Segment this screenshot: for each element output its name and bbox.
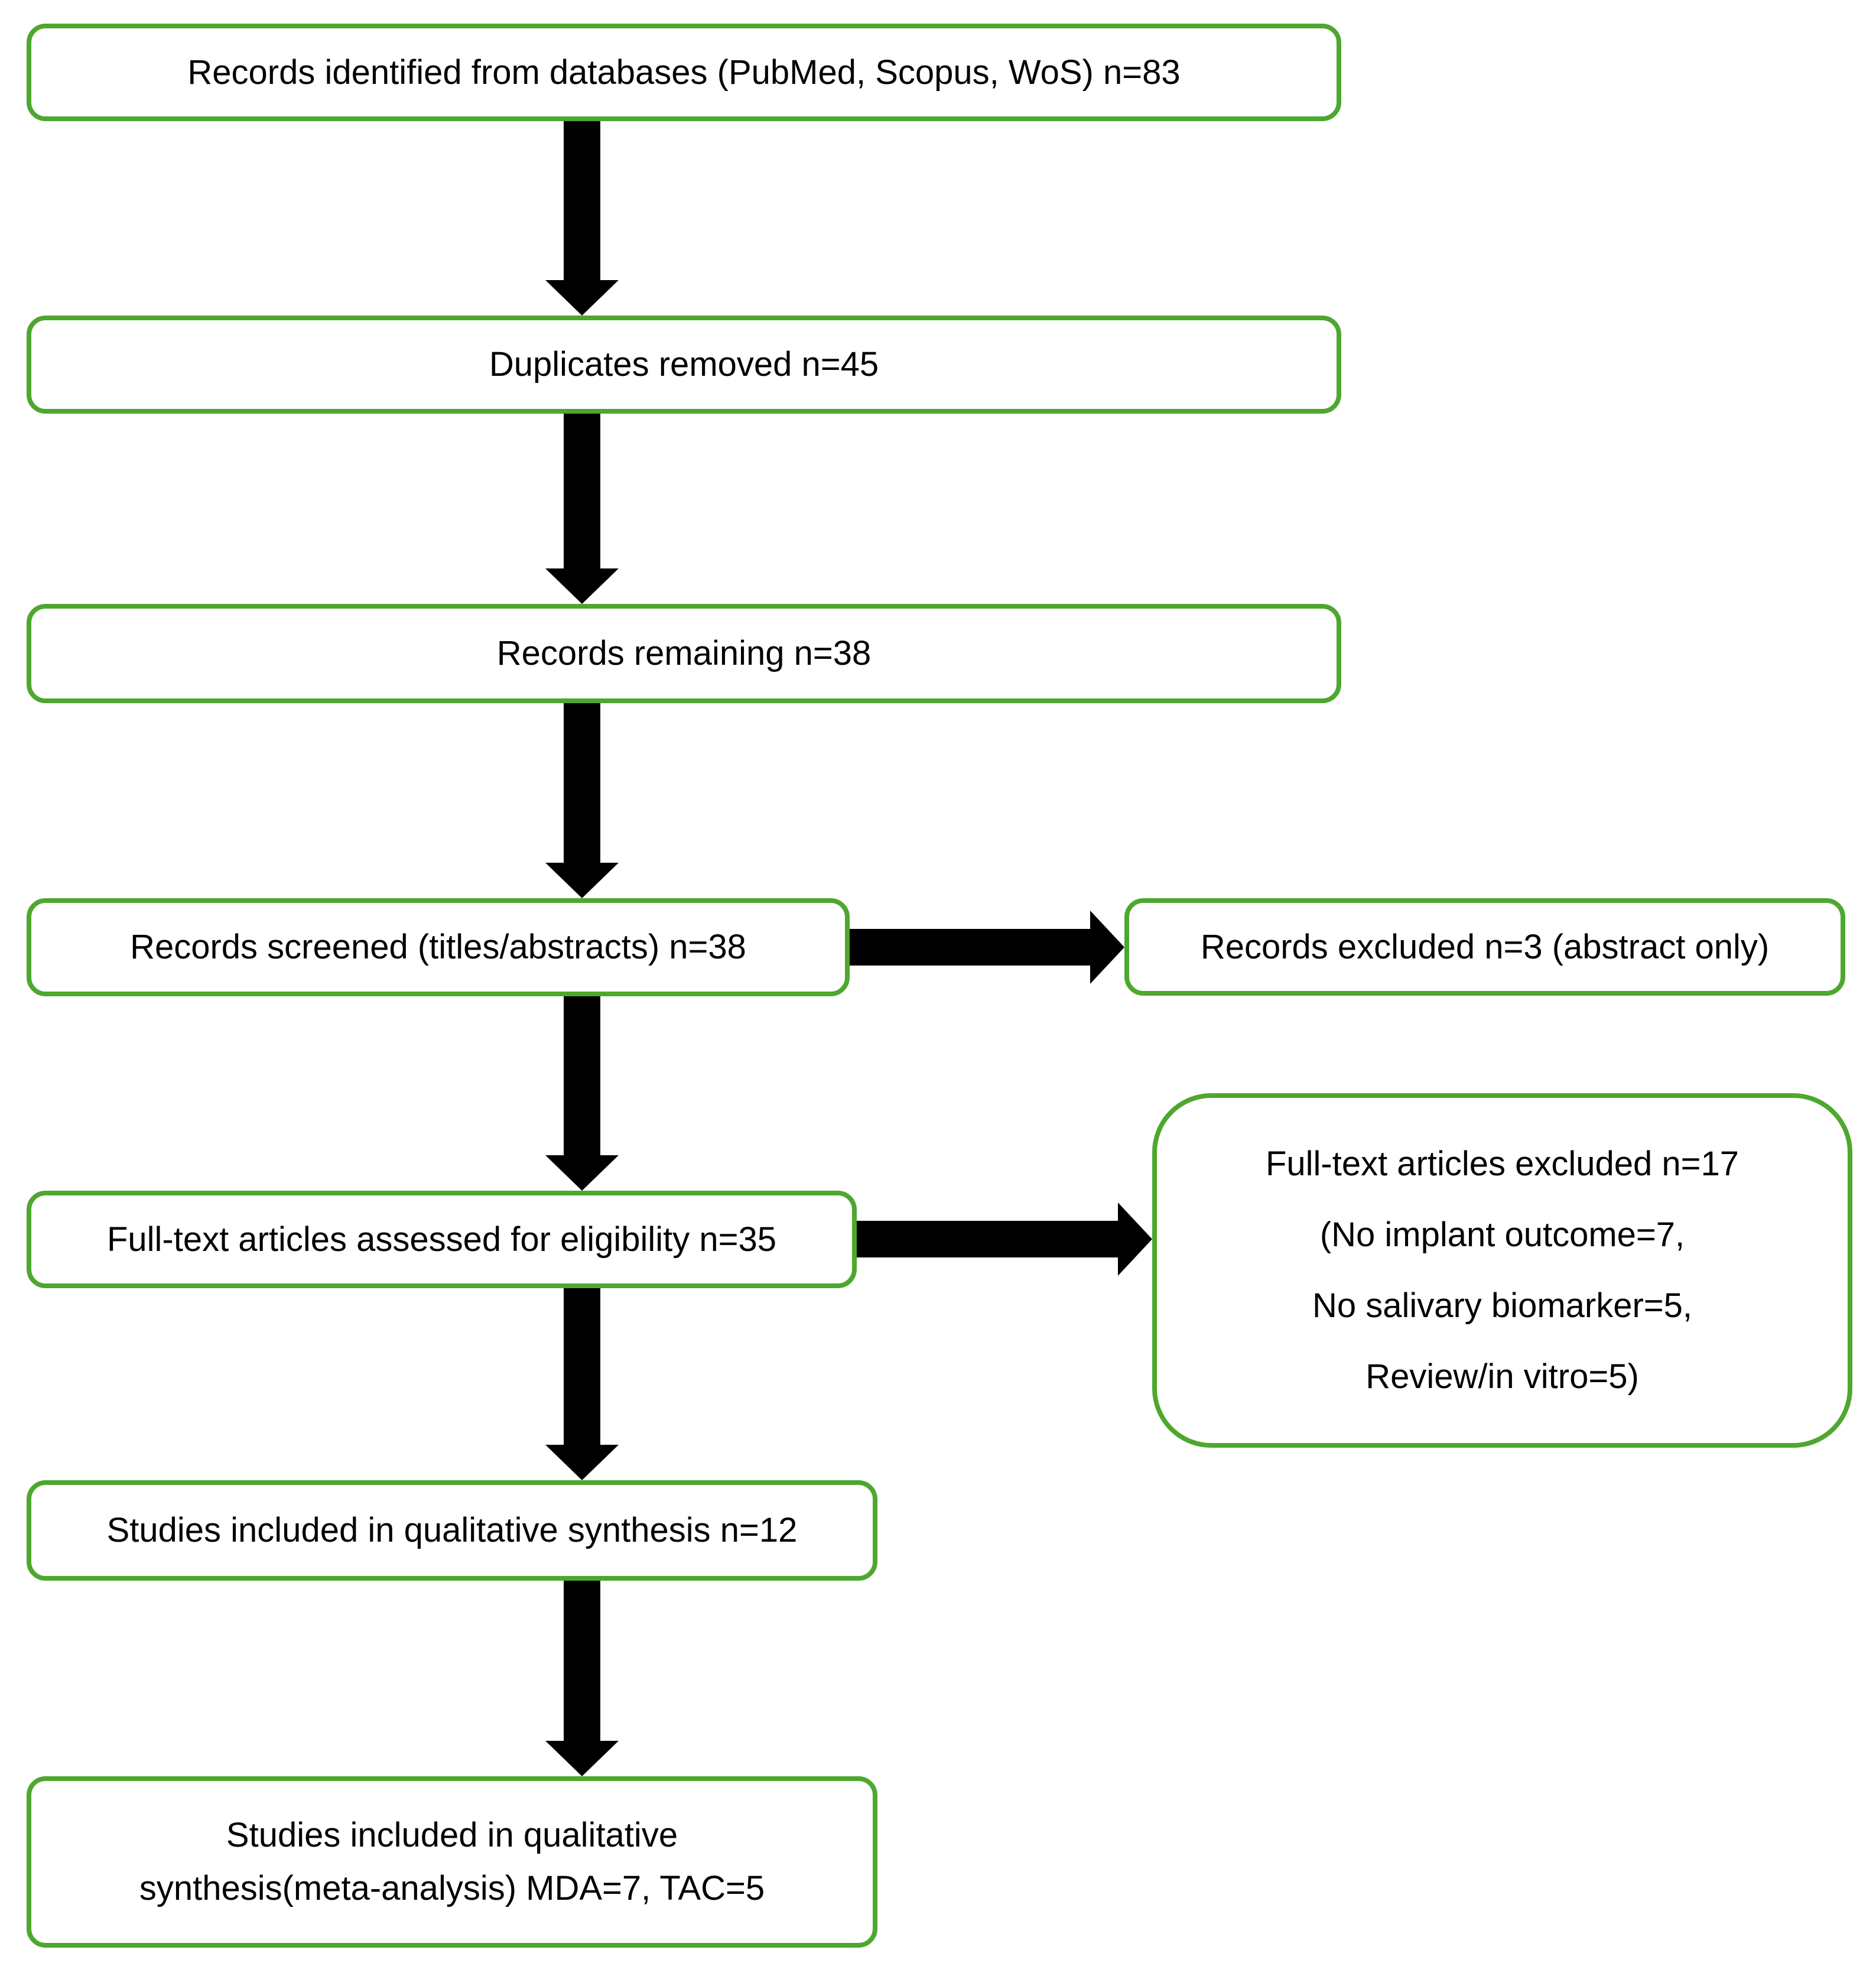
arrow-head-down-icon (545, 1741, 619, 1776)
node-records-screened (27, 898, 850, 996)
right-arrow-1 (850, 911, 1124, 984)
arrow-shaft (564, 703, 600, 864)
arrow-shaft (857, 1221, 1119, 1257)
node-line: Review/in vitro=5) (1365, 1357, 1639, 1396)
down-arrow-1 (545, 121, 619, 316)
node-records-excluded (1124, 898, 1845, 996)
node-label: Duplicates removed n=45 (489, 345, 879, 384)
arrow-shaft (850, 929, 1091, 966)
down-arrow-6 (545, 1581, 619, 1776)
down-arrow-3 (545, 703, 619, 898)
arrow-shaft (564, 414, 600, 570)
node-label: Records remaining n=38 (496, 634, 872, 673)
node-line: Studies included in qualitative (226, 1816, 678, 1855)
node-records-remaining (27, 604, 1341, 703)
node-line: synthesis(meta-analysis) MDA=7, TAC=5 (139, 1869, 765, 1907)
node-label: Records screened (titles/abstracts) n=38 (130, 928, 746, 967)
node-line: (No implant outcome=7, (1319, 1216, 1685, 1254)
right-arrow-2 (857, 1202, 1152, 1276)
arrow-head-down-icon (545, 1155, 619, 1191)
node-fulltext-excluded (1152, 1093, 1852, 1448)
node-label: Studies included in qualitative synthesis n=12 (106, 1511, 798, 1550)
arrow-head-down-icon (545, 568, 619, 604)
arrow-head-down-icon (545, 1445, 619, 1480)
node-records-identified (27, 24, 1341, 121)
node-line: Full-text articles excluded n=17 (1265, 1145, 1740, 1184)
node-label: Records excluded n=3 (abstract only) (1200, 927, 1770, 966)
node-duplicates-removed (27, 316, 1341, 414)
down-arrow-5 (545, 1288, 619, 1480)
node-label: Records identified from databases (PubMed, Scopus, WoS) n=83 (187, 53, 1181, 92)
node-meta-analysis (27, 1776, 877, 1948)
down-arrow-2 (545, 414, 619, 604)
arrow-head-right-icon (1090, 911, 1124, 984)
arrow-head-down-icon (545, 280, 619, 316)
node-label: Full-text articles assessed for eligibility n=35 (106, 1220, 777, 1259)
arrow-shaft (564, 996, 600, 1156)
arrow-shaft (564, 1288, 600, 1446)
arrow-shaft (564, 121, 600, 281)
arrow-shaft (564, 1581, 600, 1742)
node-qualitative-synthesis (27, 1480, 877, 1581)
arrow-head-right-icon (1118, 1202, 1152, 1276)
node-fulltext-assessed (27, 1191, 857, 1288)
node-line: No salivary biomarker=5, (1312, 1286, 1693, 1325)
down-arrow-4 (545, 996, 619, 1191)
arrow-head-down-icon (545, 863, 619, 898)
